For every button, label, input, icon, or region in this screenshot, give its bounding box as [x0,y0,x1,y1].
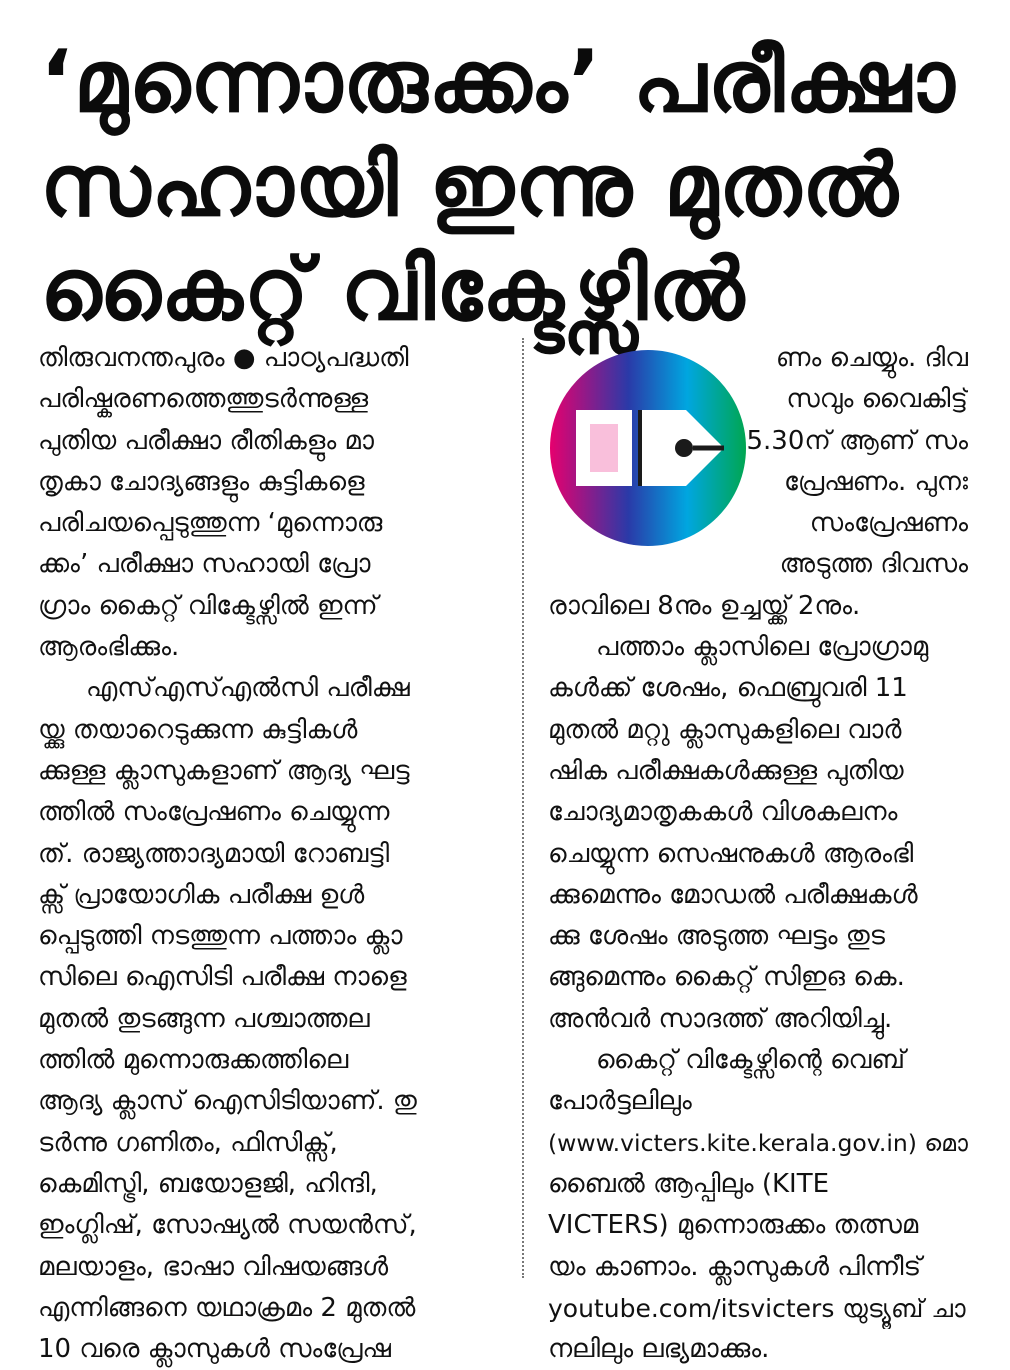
right-line-5: ഷിക പരീക്ഷകൾക്കുള്ള പുതിയ [548,755,904,786]
right-line-1: രാവിലെ 8നും ഉച്ചയ്ക്ക് 2നും. [548,590,861,621]
headline-line-3: കൈറ്റ് വിക്ടേഴ്സിൽ [40,240,746,340]
left-line-17: മുതൽ തുടങ്ങുന്ന പശ്ചാത്തല [38,1003,370,1034]
left-line-4: തൃകാ ചോദ്യങ്ങളും കുട്ടികളെ [38,466,365,497]
left-line-21: കെമിസ്ട്രി, ബയോളജി, ഹിന്ദി, [38,1168,378,1199]
left-line-2: പരിഷ്കരണത്തെത്തുടർന്നുള്ള [38,384,369,415]
right-line-2: പത്താം ക്ലാസിലെ പ്രോഗ്രാമു [596,632,929,663]
left-line-1: തിരുവനന്തപുരം ● പാഠ്യപദ്ധതി [38,343,409,373]
headline-line-2: സഹായി ഇന്നു മുതൽ [40,136,899,236]
left-line-14: ക്സ് പ്രായോഗിക പരീക്ഷ ഉൾ [38,879,365,910]
headline [40,30,990,342]
headline-line-1: ‘മുന്നൊരുക്കം’ പരീക്ഷാ [40,32,956,132]
right-line-3: കൾക്ക് ശേഷം, ഫെബ്രുവരി 11 [548,673,908,704]
left-line-7: ഗ്രാം കൈറ്റ് വിക്ടേഴ്സിൽ ഇന്ന് [38,590,378,621]
left-line-23: മലയാളം, ഭാഷാ വിഷയങ്ങൾ [38,1251,389,1282]
right-line-19: നലിലും ലഭ്യമാക്കും. [548,1334,770,1365]
left-line-16: സിലെ ഐസിടി പരീക്ഷ നാളെ [38,962,407,993]
right-line-11: അൻവർ സാദത്ത് അറിയിച്ചു. [548,1003,893,1034]
right-line-13: പോർട്ടലിലും [548,1086,692,1117]
right-line-8: ക്കുമെന്നും മോഡൽ പരീക്ഷകൾ [548,879,918,910]
right-line-6: ചോദ്യമാതൃകകൾ വിശകലനം [548,797,898,828]
left-line-22: ഇംഗ്ലിഷ്, സോഷ്യൽ സയൻസ്, [38,1210,417,1241]
right-top-line-1: ണം ചെയ്യും. ദിവ [775,343,968,373]
right-line-17: യം കാണാം. ക്ലാസുകൾ പിന്നീട് [548,1251,922,1282]
right-line-10: ങ്ങുമെന്നും കൈറ്റ് സിഇഒ കെ. [548,962,905,993]
left-line-19: ആദ്യ ക്ലാസ് ഐസിടിയാണ്. തു [38,1086,417,1117]
right-line-7: ചെയ്യുന്ന സെഷനുകൾ ആരംഭി [548,838,914,869]
left-line-20: ടർന്നു ഗണിതം, ഫിസിക്സ്, [38,1127,338,1158]
left-line-12: ത്തിൽ സംപ്രേഷണം ചെയ്യുന്ന [38,797,390,828]
left-line-11: ക്കുള്ള ക്ലാസുകളാണ് ആദ്യ ഘട്ട [38,755,410,786]
left-line-25: 10 വരെ ക്ലാസുകൾ സംപ്രേഷ [38,1334,391,1365]
article-column-right [548,338,968,1370]
right-line-9: ക്കു ശേഷം അടുത്ത ഘട്ടം തുട [548,921,885,952]
left-line-9: എസ്എസ്എൽസി പരീക്ഷ [86,673,410,704]
right-top-line-5: സംപ്രേഷണം [809,508,968,539]
left-line-15: പ്പെടുത്തി നടത്തുന്ന പത്താം ക്ലാ [38,921,403,952]
left-line-10: യ്ക്കു തയാറെടുക്കുന്ന കുട്ടികൾ [38,714,358,745]
right-line-14: (www.victers.kite.kerala.gov.in) മൊ [548,1128,968,1157]
left-line-8: ആരംഭിക്കും. [38,632,180,663]
left-line-3: പുതിയ പരീക്ഷാ രീതികളും മാ [38,425,374,456]
right-top-line-6: അടുത്ത ദിവസം [779,549,968,580]
right-line-18: youtube.com/itsvicters യുട്യൂബ് ചാ [548,1293,966,1323]
left-line-6: ക്കം’ പരീക്ഷാ സഹായി പ്രോ [38,549,371,580]
right-top-line-2: സവും വൈകിട്ട് [786,384,968,415]
right-top-line-3: 5.30ന് ആണ് സം [746,425,968,456]
right-line-12: കൈറ്റ് വിക്ടേഴ്സിന്റെ വെബ് [596,1045,906,1076]
right-line-15: ബൈൽ ആപ്പിലും (KITE [548,1168,830,1199]
left-line-18: ത്തിൽ മുന്നൊരുക്കത്തിലെ [38,1045,349,1076]
article-column-left [38,338,506,1370]
right-top-line-4: പ്രേഷണം. പുനഃ [783,466,968,497]
column-divider [522,338,524,1278]
left-line-13: ത്. രാജ്യത്താദ്യമായി റോബട്ടി [38,838,390,869]
right-line-4: മുതൽ മറ്റു ക്ലാസുകളിലെ വാർ [548,714,902,745]
right-line-16: VICTERS) മുന്നൊരുക്കം തത്സമ [548,1210,919,1241]
left-line-24: എന്നിങ്ങനെ യഥാക്രമം 2 മുതൽ [38,1292,416,1323]
left-line-5: പരിചയപ്പെടുത്തുന്ന ‘മുന്നൊരു [38,508,383,539]
